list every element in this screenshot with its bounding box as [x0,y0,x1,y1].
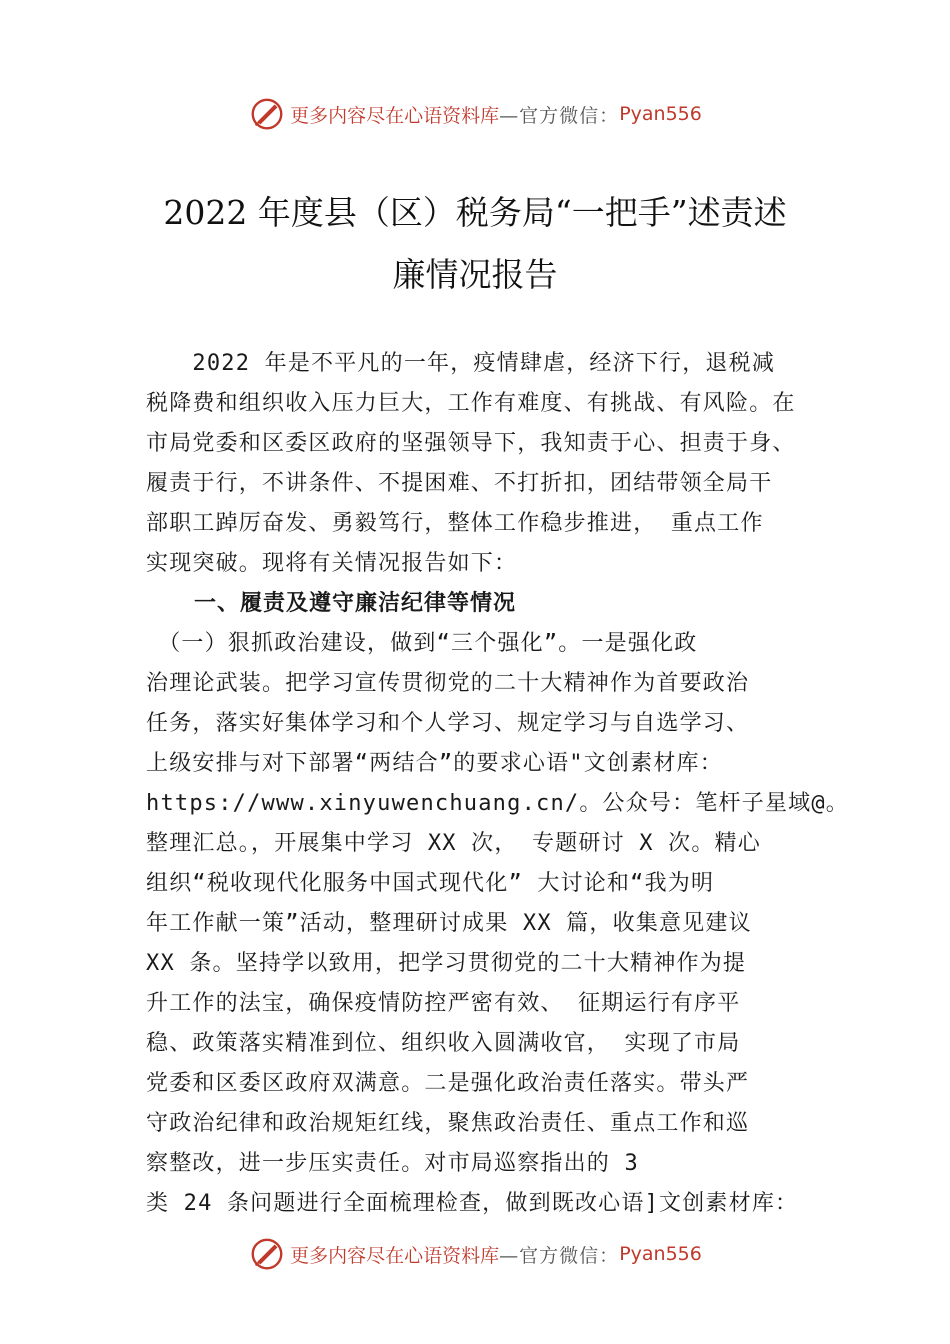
brand-logo-icon [248,1235,286,1273]
body-line: 稳、政策落实精准到位、组织收入圆满收官， 实现了市局 [146,1031,741,1056]
watermark-wechat: Pyan556 [619,1243,702,1265]
body-line: 市局党委和区委区政府的坚强领导下，我知责于心、担责于身、 [146,431,796,456]
body-line: 履责于行，不讲条件、不提困难、不打折扣，团结带领全局干 [146,471,773,496]
title-line-2: 廉情况报告 [392,255,558,294]
body-line: 税降费和组织收入压力巨大，工作有难度、有挑战、有风险。在 [146,391,796,416]
body-line: 升工作的法宝，确保疫情防控严密有效、 征期运行有序平 [146,991,741,1016]
body-line: 2022 年是不平凡的一年，疫情肆虐，经济下行，退税减 [146,351,776,376]
watermark-footer [0,1232,950,1276]
body-line: 党委和区委区政府双满意。二是强化政治责任落实。带头严 [146,1071,750,1096]
watermark-brand: 更多内容尽在心语资料库 [290,1244,500,1267]
body-line: 年工作献一策”活动，整理研讨成果 XX 篇，收集意见建议 [146,911,752,936]
document-title [120,182,830,306]
body-line: 实现突破。现将有关情况报告如下： [146,551,518,576]
body-line: 任务，落实好集体学习和个人学习、规定学习与自选学习、 [146,711,750,736]
watermark-separator: —官方微信： [499,104,620,127]
body-line: 守政治纪律和政治规矩红线，聚焦政治责任、重点工作和巡 [146,1111,750,1136]
body-line: 治理论武装。把学习宣传贯彻党的二十大精神作为首要政治 [146,671,750,696]
body-line: （一）狠抓政治建设，做到“三个强化”。一是强化政 [146,631,698,656]
body-line: 上级安排与对下部署“两结合”的要求心语"文创素材库： [146,751,723,776]
body-line: 组织“税收现代化服务中国式现代化” 大讨论和“我为明 [146,871,715,896]
body-line: 部职工踔厉奋发、勇毅笃行，整体工作稳步推进， 重点工作 [146,511,764,536]
watermark-header [0,92,950,136]
watermark-separator: —官方微信： [499,1244,620,1267]
body-line-url: https://www.xinyuwenchuang.cn/。公众号：笔杆子星域@。 [146,791,849,816]
body-line: 整理汇总。，开展集中学习 XX 次， 专题研讨 X 次。精心 [146,831,761,856]
document-body [146,344,849,1224]
brand-logo-icon [248,95,286,133]
body-line: 察整改，进一步压实责任。对市局巡察指出的 3 [146,1151,639,1176]
body-line: 类 24 条问题进行全面梳理检查，做到既改心语]文创素材库： [146,1191,799,1216]
watermark-wechat: Pyan556 [619,103,702,125]
section-heading: 一、履责及遵守廉洁纪律等情况 [194,591,517,616]
title-line-1: 2022 年度县（区）税务局“一把手”述责述 [163,193,787,232]
watermark-brand: 更多内容尽在心语资料库 [290,104,500,127]
body-line: XX 条。坚持学以致用，把学习贯彻党的二十大精神作为提 [146,951,747,976]
